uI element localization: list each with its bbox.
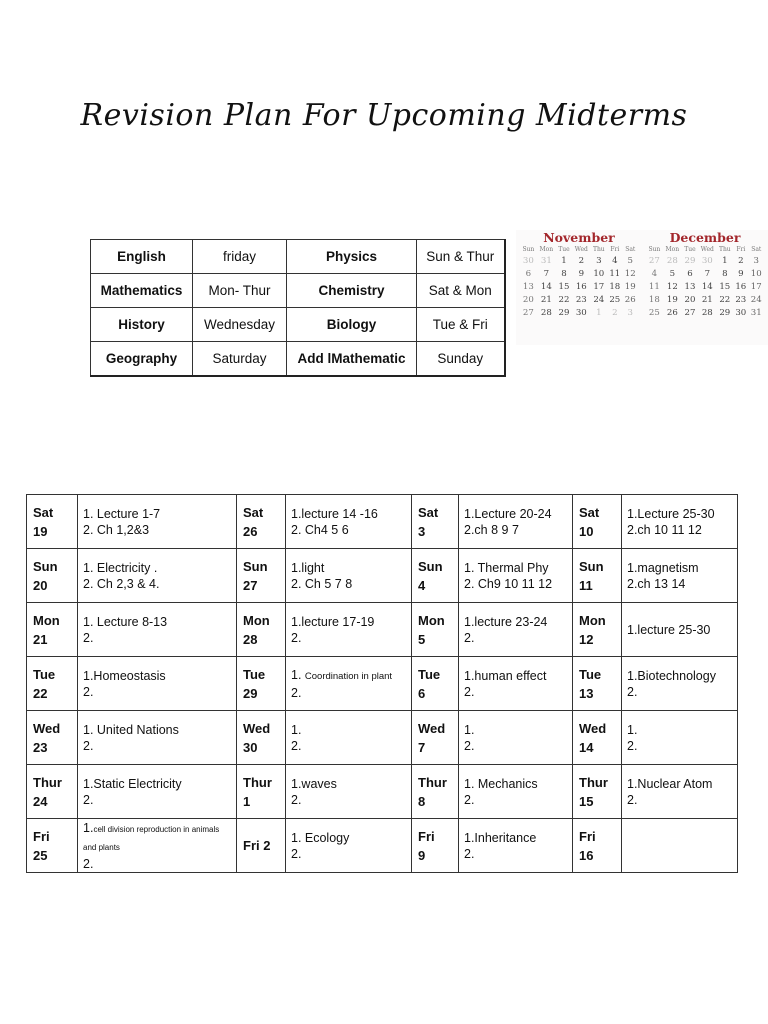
task-line-2: 2. (627, 684, 638, 699)
day-date-label: Fri 25 (33, 828, 50, 863)
calendar-date: 8 (722, 268, 728, 279)
task-line-2: 2. (83, 792, 94, 807)
calendar-date: 5 (669, 268, 676, 279)
calendar-week (646, 280, 764, 293)
subject-name-cell: Chemistry (287, 274, 417, 308)
task-line-2: 2. (627, 738, 638, 753)
calendar-date: 2 (612, 307, 618, 318)
calendar-date: 4 (651, 268, 658, 279)
revision-task-cell (286, 711, 412, 765)
task-line-1: 1. Lecture 1-7 (83, 506, 161, 521)
calendar-date: 13 (522, 281, 534, 292)
calendar-day-header: Sun (648, 246, 661, 253)
calendar-date: 3 (753, 255, 759, 266)
calendar-date: 30 (735, 307, 747, 318)
task-line-2: 2. (464, 630, 475, 645)
task-line-1: 1.Lecture 25-30 (627, 506, 715, 521)
task-line-1: 1. Thermal Phy (464, 560, 549, 575)
revision-task-cell (286, 549, 412, 603)
calendar-week (646, 267, 764, 280)
calendar-week (520, 254, 638, 267)
calendar-day-header: Fri (736, 246, 746, 253)
day-date-cell (237, 603, 286, 657)
calendar-week (646, 254, 764, 267)
day-date-cell (237, 819, 286, 873)
day-date-cell (412, 549, 459, 603)
day-date-cell (412, 819, 459, 873)
day-date-label: Fri 9 (418, 828, 435, 863)
calendar-date: 29 (684, 255, 696, 266)
subject-name-cell: Geography (91, 342, 193, 377)
task-line-1: 1. Electricity . (83, 560, 158, 575)
subject-day-cell: Tue & Fri (417, 308, 505, 342)
task-line-2: 2. (291, 685, 302, 700)
revision-task-cell (459, 711, 573, 765)
calendar-date: 18 (648, 294, 660, 305)
day-date-cell (27, 765, 78, 819)
schedule-row (27, 657, 738, 711)
calendar-day-header: Sat (625, 246, 636, 253)
calendar-day-header: Fri (610, 246, 620, 253)
day-date-label: Wed 7 (418, 720, 446, 755)
task-number: 1. (83, 820, 94, 835)
calendar-date: 22 (719, 294, 731, 305)
day-date-label: Sat 3 (418, 504, 439, 539)
task-line-2: 2. Ch9 10 11 12 (464, 576, 553, 591)
day-date-cell (573, 765, 622, 819)
task-line-1: 1. (627, 722, 638, 737)
day-date-label: Thur 15 (579, 774, 608, 809)
calendar-date: 12 (666, 281, 678, 292)
month-name: December (669, 230, 741, 245)
task-line-1: 1.Nuclear Atom (627, 776, 713, 791)
day-date-cell (237, 657, 286, 711)
calendar-date: 7 (543, 268, 550, 279)
calendar-date: 17 (750, 281, 762, 292)
task-line-1: 1.human effect (464, 668, 547, 683)
task-line-2: 2. Ch 1,2&3 (83, 522, 150, 537)
task-line-2: 2.ch 13 14 (627, 576, 686, 591)
task-line-2: 2. (464, 792, 475, 807)
calendar-date: 19 (666, 294, 678, 305)
table-row (91, 274, 505, 308)
revision-task-cell (78, 495, 237, 549)
task-line-1 (291, 667, 406, 685)
revision-task-cell (286, 603, 412, 657)
revision-task-cell (286, 765, 412, 819)
day-date-label: Sat 19 (33, 504, 54, 539)
calendar-week (646, 293, 764, 306)
revision-task-cell (459, 495, 573, 549)
schedule-row (27, 603, 738, 657)
schedule-row (27, 549, 738, 603)
calendar-date: 16 (575, 281, 587, 292)
calendar-day-header: Tue (558, 246, 570, 253)
calendar-date: 16 (735, 281, 747, 292)
revision-task-cell (286, 657, 412, 711)
calendar-date: 15 (558, 281, 570, 292)
calendar-date: 2 (578, 255, 585, 266)
day-date-cell (412, 495, 459, 549)
task-line-1: 1.lecture 14 -16 (291, 506, 378, 521)
day-date-label: Tue 6 (418, 666, 441, 701)
calendar-date: 23 (575, 294, 587, 305)
day-date-cell (573, 495, 622, 549)
task-line-1: 1.lecture 17-19 (291, 614, 375, 629)
table-row (91, 240, 505, 274)
day-date-cell (573, 603, 622, 657)
calendar-date: 31 (540, 255, 552, 266)
task-line-2: 2. (627, 792, 638, 807)
task-line-1: 1.magnetism (627, 560, 699, 575)
task-line-1: 1. Ecology (291, 830, 350, 845)
day-date-cell (27, 819, 78, 873)
day-date-label: Wed 30 (243, 720, 271, 755)
revision-task-cell (78, 819, 237, 873)
task-line-1: 1.Static Electricity (83, 776, 182, 791)
calendar-date: 11 (609, 268, 621, 279)
subject-day-cell: Mon- Thur (193, 274, 287, 308)
task-line-2: 2. (83, 684, 94, 699)
calendar-month (646, 230, 764, 319)
day-date-label: Thur 24 (33, 774, 62, 809)
calendar-week (520, 280, 638, 293)
revision-task-cell (78, 657, 237, 711)
calendar-image (516, 230, 768, 345)
task-line-2: 2. (83, 856, 94, 871)
revision-task-cell (622, 711, 738, 765)
task-line-2: 2.ch 8 9 7 (464, 522, 519, 537)
task-line-1: 1. (464, 722, 475, 737)
task-line-1: 1. United Nations (83, 722, 179, 737)
task-line-2: 2. Ch 2,3 & 4. (83, 576, 160, 591)
calendar-date: 1 (561, 255, 567, 266)
calendar-day-header: Wed (700, 246, 714, 253)
calendar-date: 30 (522, 255, 534, 266)
subject-name-cell: Biology (287, 308, 417, 342)
day-date-label: Wed 23 (33, 720, 61, 755)
calendar-date: 27 (522, 307, 534, 318)
calendar-date: 5 (627, 255, 633, 266)
day-date-label: Wed 14 (579, 720, 607, 755)
day-date-label: Thur 1 (243, 774, 272, 809)
day-date-label: Tue 22 (33, 666, 56, 701)
task-text-small: cell division reproduction in animals and plants (83, 824, 220, 852)
schedule-row (27, 495, 738, 549)
calendar-date: 20 (684, 294, 696, 305)
subject-day-cell: Sunday (417, 342, 505, 377)
task-line-2: 2. (83, 738, 94, 753)
day-date-label: Mon 28 (243, 612, 270, 647)
day-date-cell (573, 711, 622, 765)
revision-task-cell (78, 711, 237, 765)
calendar-day-header-row (520, 245, 638, 254)
day-date-label: Tue 13 (579, 666, 602, 701)
calendar-month (520, 230, 638, 319)
schedule-row (27, 765, 738, 819)
task-text-small: Coordination in plant (304, 670, 393, 682)
calendar-week (520, 306, 638, 319)
revision-task-cell (622, 819, 738, 873)
calendar-date: 22 (558, 294, 570, 305)
task-line-1: 1. Lecture 8-13 (83, 614, 168, 629)
calendar-date: 14 (540, 281, 552, 292)
calendar-date: 28 (540, 307, 552, 318)
day-date-cell (27, 495, 78, 549)
calendar-date: 20 (522, 294, 534, 305)
calendar-date: 4 (612, 255, 618, 266)
calendar-date: 21 (540, 294, 552, 305)
calendar-date: 31 (750, 307, 762, 318)
day-date-cell (237, 765, 286, 819)
day-date-cell (27, 657, 78, 711)
subject-day-cell: friday (193, 240, 287, 274)
day-date-label: Mon 5 (418, 612, 445, 647)
task-line-2: 2. (291, 738, 302, 753)
subject-name-cell: Add lMathematic (287, 342, 417, 377)
day-date-cell (412, 711, 459, 765)
calendar-date: 17 (593, 281, 605, 292)
calendar-date: 1 (722, 255, 728, 266)
day-date-cell (573, 657, 622, 711)
calendar-day-header: Tue (684, 246, 696, 253)
day-date-label: Thur 8 (418, 774, 447, 809)
calendar-date: 15 (719, 281, 731, 292)
task-line-1: 1.Lecture 20-24 (464, 506, 552, 521)
task-line-1: 1. Mechanics (464, 776, 538, 791)
day-date-label: Sun 20 (33, 558, 58, 593)
revision-task-cell (459, 603, 573, 657)
day-date-label: Mon 12 (579, 612, 606, 647)
task-line-2: 2. (464, 684, 475, 699)
task-line-2: 2. (464, 738, 475, 753)
day-date-cell (237, 711, 286, 765)
revision-schedule-table (26, 494, 738, 873)
revision-task-cell (459, 657, 573, 711)
day-date-cell (412, 765, 459, 819)
task-line-2: 2. (291, 630, 302, 645)
task-line-1: 1.lecture 23-24 (464, 614, 548, 629)
task-line-1: 1.Biotechnology (627, 668, 716, 683)
calendar-date: 6 (525, 268, 532, 279)
task-line-1: 1.light (291, 560, 325, 575)
calendar-date: 1 (596, 307, 602, 318)
revision-task-cell (622, 603, 738, 657)
task-line-2: 2. (291, 846, 302, 861)
day-date-cell (27, 711, 78, 765)
subject-day-cell: Saturday (193, 342, 287, 377)
calendar-date: 21 (701, 294, 713, 305)
calendar-day-header: Thu (592, 246, 605, 253)
task-line-1: 1.Homeostasis (83, 668, 166, 683)
task-line-2: 2.ch 10 11 12 (627, 522, 702, 537)
task-line-2: 2. (464, 846, 475, 861)
calendar-day-header: Wed (574, 246, 588, 253)
day-date-label: Mon 21 (33, 612, 60, 647)
calendar-date: 10 (593, 268, 605, 279)
calendar-week (646, 306, 764, 319)
calendar-week (520, 267, 638, 280)
calendar-date: 3 (596, 255, 602, 266)
calendar-week (520, 293, 638, 306)
day-date-cell (573, 549, 622, 603)
revision-task-cell (459, 819, 573, 873)
task-line-2: 2. (291, 792, 302, 807)
day-date-cell (573, 819, 622, 873)
calendar-date: 18 (609, 281, 621, 292)
task-line-2: 2. (83, 630, 94, 645)
calendar-day-header: Mon (665, 246, 680, 253)
calendar-day-header: Thu (718, 246, 731, 253)
calendar-date: 13 (684, 281, 696, 292)
month-name: November (543, 230, 615, 245)
subject-name-cell: Physics (287, 240, 417, 274)
calendar-date: 23 (735, 294, 747, 305)
subject-name-cell: English (91, 240, 193, 274)
revision-task-cell (622, 765, 738, 819)
schedule-row (27, 711, 738, 765)
calendar-date: 6 (687, 268, 693, 279)
task-line-1: 1. (291, 722, 302, 737)
calendar-date: 30 (575, 307, 587, 318)
day-date-cell (27, 603, 78, 657)
calendar-date: 12 (624, 268, 636, 279)
task-line-1 (83, 820, 231, 856)
calendar-date: 14 (701, 281, 713, 292)
calendar-date: 26 (666, 307, 678, 318)
calendar-date: 28 (666, 255, 678, 266)
revision-task-cell (459, 549, 573, 603)
revision-task-cell (622, 495, 738, 549)
revision-task-cell (78, 603, 237, 657)
calendar-date: 28 (701, 307, 713, 318)
task-number: 1. (291, 667, 305, 682)
revision-task-cell (286, 819, 412, 873)
calendar-date: 19 (624, 281, 636, 292)
calendar-date: 10 (750, 268, 762, 279)
calendar-date: 25 (609, 294, 621, 305)
day-date-cell (27, 549, 78, 603)
table-row (91, 342, 505, 377)
day-date-cell (237, 495, 286, 549)
calendar-date: 8 (561, 268, 567, 279)
calendar-day-header-row (646, 245, 764, 254)
page-title: Revision Plan For Upcoming Midterms (80, 98, 688, 133)
revision-task-cell (286, 495, 412, 549)
calendar-date: 27 (648, 255, 660, 266)
subject-name-cell: History (91, 308, 193, 342)
day-date-cell (412, 603, 459, 657)
task-line-1: 1.Inheritance (464, 830, 537, 845)
calendar-date: 9 (578, 268, 585, 279)
day-date-cell (412, 657, 459, 711)
calendar-date: 24 (593, 294, 605, 305)
revision-task-cell (78, 549, 237, 603)
subject-name-cell: Mathematics (91, 274, 193, 308)
calendar-day-header: Sat (751, 246, 762, 253)
calendar-date: 25 (648, 307, 660, 318)
subject-day-cell: Sun & Thur (417, 240, 505, 274)
subject-days-table (90, 239, 506, 377)
calendar-date: 24 (750, 294, 762, 305)
calendar-day-header: Mon (539, 246, 554, 253)
schedule-row (27, 819, 738, 873)
revision-task-cell (459, 765, 573, 819)
calendar-date: 29 (558, 307, 570, 318)
task-line-2: 2. Ch 5 7 8 (291, 576, 353, 591)
day-date-label: Sun 11 (579, 558, 604, 593)
task-line-1: 1.lecture 25-30 (627, 622, 711, 637)
calendar-date: 26 (624, 294, 636, 305)
calendar-date: 30 (701, 255, 713, 266)
subject-day-cell: Sat & Mon (417, 274, 505, 308)
day-date-label: Fri 16 (579, 828, 596, 863)
calendar-date: 27 (684, 307, 696, 318)
task-line-2: 2. Ch4 5 6 (291, 522, 349, 537)
revision-task-cell (622, 549, 738, 603)
calendar-date: 7 (704, 268, 711, 279)
calendar-day-header: Sun (522, 246, 535, 253)
calendar-date: 29 (719, 307, 731, 318)
day-date-label: Tue 29 (243, 666, 266, 701)
task-line-1: 1.waves (291, 776, 337, 791)
day-date-cell (237, 549, 286, 603)
revision-task-cell (78, 765, 237, 819)
day-date-label: Sun 27 (243, 558, 268, 593)
subject-day-cell: Wednesday (193, 308, 287, 342)
day-date-label: Sun 4 (418, 558, 443, 593)
day-date-label: Sat 10 (579, 504, 600, 539)
day-date-label: Fri 2 (243, 838, 271, 853)
calendar-date: 9 (738, 268, 744, 279)
calendar-date: 11 (648, 281, 660, 292)
day-date-label: Sat 26 (243, 504, 264, 539)
calendar-date: 3 (627, 307, 633, 318)
revision-task-cell (622, 657, 738, 711)
table-row (91, 308, 505, 342)
calendar-date: 2 (738, 255, 744, 266)
